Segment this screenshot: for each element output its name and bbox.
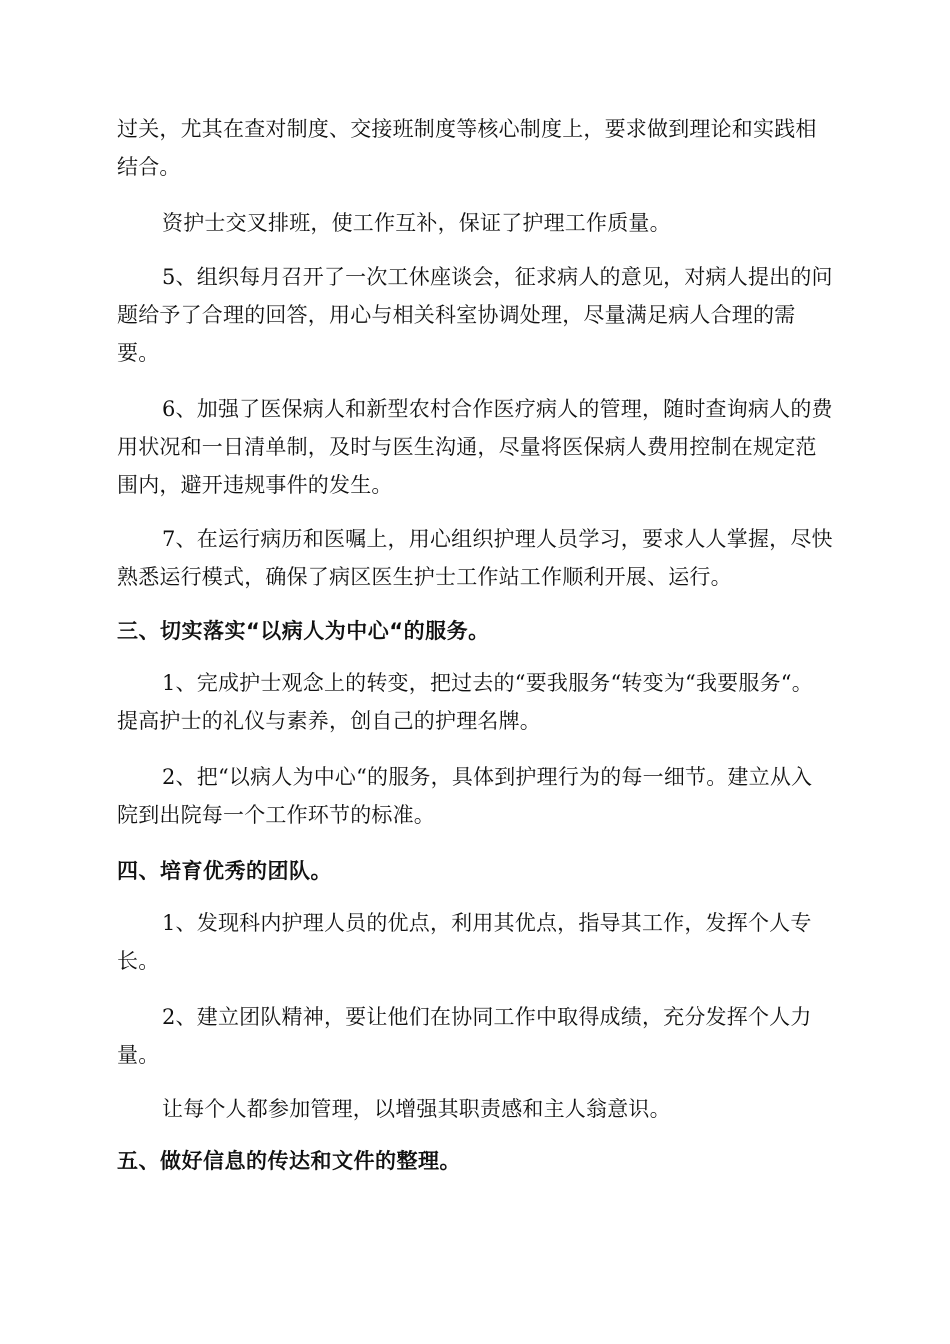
section-heading-4: 四、培育优秀的团队。 (117, 859, 332, 883)
section-heading-3: 三、切实落实“以病人为中心“的服务。 (117, 619, 490, 643)
paragraph-item-5: 5、组织每月召开了一次工休座谈会，征求病人的意见，对病人提出的问题给予了合理的回答，用心与相关科室协调处理，尽量满足病人合理的需要。 (117, 265, 833, 365)
paragraph-continuation: 过关，尤其在查对制度、交接班制度等核心制度上，要求做到理论和实践相结合。 (117, 117, 817, 179)
paragraph-section4-item-2: 2、建立团队精神，要让他们在协同工作中取得成绩，充分发挥个人力量。 (117, 1005, 812, 1067)
paragraph-section3-item-2: 2、把“以病人为中心“的服务，具体到护理行为的每一细节。建立从入院到出院每一个工作环节的标准。 (117, 765, 813, 827)
paragraph-item-7: 7、在运行病历和医嘱上，用心组织护理人员学习，要求人人掌握，尽快熟悉运行模式，确保了病区医生护士工作站工作顺利开展、运行。 (117, 527, 833, 589)
section-heading-5: 五、做好信息的传达和文件的整理。 (117, 1149, 461, 1173)
paragraph-section3-item-1: 1、完成护士观念上的转变，把过去的“要我服务“转变为“我要服务“。提高护士的礼仪与素养，创自己的护理名牌。 (117, 671, 813, 733)
paragraph-participation: 让每个人都参加管理，以增强其职责感和主人翁意识。 (162, 1097, 671, 1121)
paragraph-item-6: 6、加强了医保病人和新型农村合作医疗病人的管理，随时查询病人的费用状况和一日清单制，及时与医生沟通，尽量将医保病人费用控制在规定范围内，避开违规事件的发生。 (117, 397, 833, 497)
paragraph-shift-scheduling: 资护士交叉排班，使工作互补，保证了护理工作质量。 (162, 211, 671, 235)
paragraph-section4-item-1: 1、发现科内护理人员的优点，利用其优点，指导其工作，发挥个人专长。 (117, 911, 812, 973)
